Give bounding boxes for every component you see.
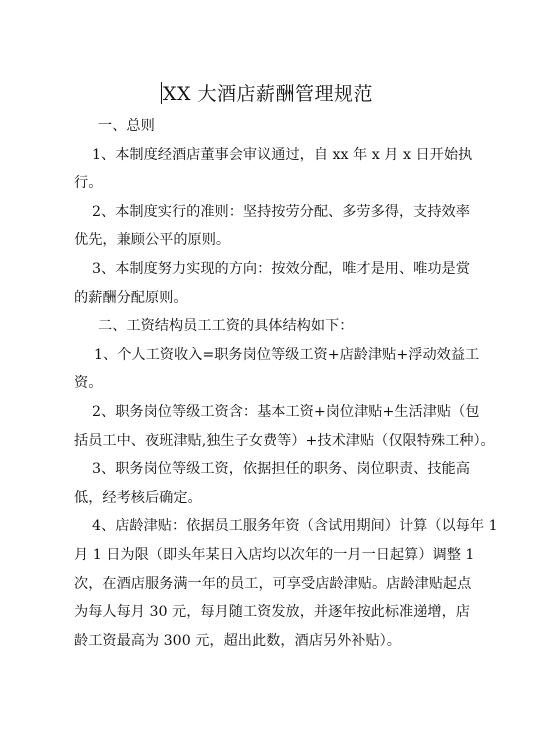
text-cursor: [161, 82, 162, 104]
body-line: 一、总则: [98, 118, 155, 134]
body-line: 行。: [74, 175, 103, 192]
body-line: 优先，兼顾公平的原则。: [74, 232, 231, 249]
body-line: 资。: [74, 375, 103, 392]
document-title: XX 大酒店薪酬管理规范: [162, 83, 374, 105]
body-line: 2、职务岗位等级工资含：基本工资+岗位津贴+生活津贴（包: [92, 403, 480, 420]
body-line: 二、工资结构员工工资的具体结构如下：: [98, 318, 354, 335]
body-line: 低，经考核后确定。: [74, 489, 202, 506]
body-line: 次，在酒店服务满一年的员工，可享受店龄津贴。店龄津贴起点: [74, 575, 472, 592]
body-line: 1、个人工资收入=职务岗位等级工资+店龄津贴+浮动效益工: [94, 346, 480, 363]
body-line: 的薪酬分配原则。: [74, 289, 188, 306]
body-line: 为每人每月 30 元，每月随工资发放，并逐年按此标准递增，店: [74, 604, 470, 621]
body-line: 3、职务岗位等级工资，依据担任的职务、岗位职责、技能高: [92, 461, 470, 478]
body-line: 月 1 日为限（即头年某日入店均以次年的一月一日起算）调整 1: [74, 546, 475, 563]
body-line: 括员工中、夜班津贴,独生子女费等）+技术津贴（仅限特殊工种）。: [74, 432, 495, 449]
body-line: 龄工资最高为 300 元，超出此数，酒店另外补贴）。: [74, 632, 401, 649]
body-line: 4、店龄津贴：依据员工服务年资（含试用期间）计算（以每年 1: [92, 518, 498, 535]
document-title-container: [0, 80, 534, 108]
body-line: 1、本制度经酒店董事会审议通过，自 xx 年 x 月 x 日开始执: [92, 146, 473, 163]
body-line: 3、本制度努力实现的方向：按效分配，唯才是用、唯功是赏: [92, 260, 470, 277]
body-line: 2、本制度实行的准则：坚持按劳分配、多劳多得，支持效率: [92, 203, 470, 220]
document-body: [74, 112, 498, 655]
